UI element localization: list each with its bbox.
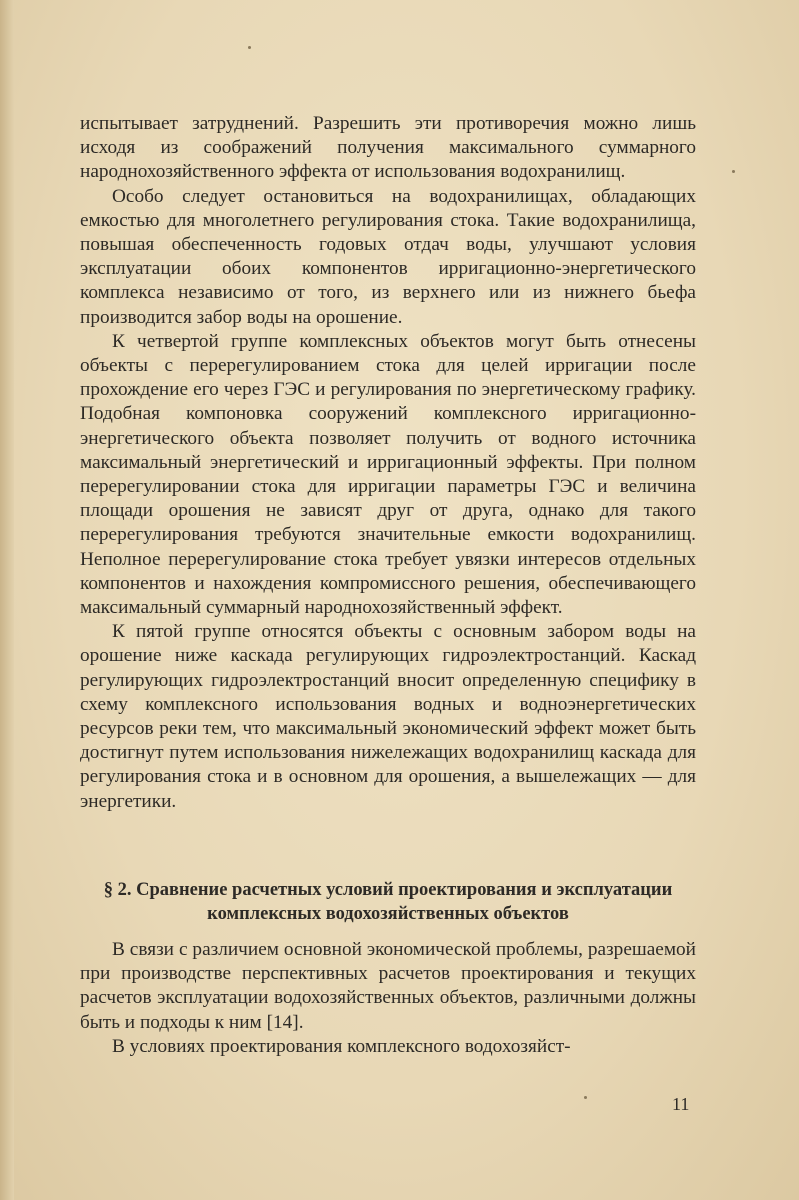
paragraph-5: В связи с различием основной экономической проблемы, разрешаемой при производстве перспективных расчетов проектирования и текущих расчетов эксплуатации водохозяйственных объектов, различными должны быть и подходы к ним [14]. [80, 939, 696, 1033]
body-text-bottom [80, 938, 696, 1059]
section-heading: § 2. Сравнение расчетных условий проектирования и эксплуатации комплексных водохозяйственных объектов [103, 880, 673, 924]
paragraph-6: В условиях проектирования комплексного водохозяйст- [112, 1035, 571, 1057]
paper-speck [732, 170, 735, 173]
paragraph-1: испытывает затруднений. Разрешить эти противоречия можно лишь исходя из соображений получения максимального суммарного народнохозяйственного эффекта от использования водохранилищ. [80, 113, 696, 183]
paragraph-3: К четвертой группе комплексных объектов могут быть отнесены объекты с перерегулированием стока для целей ирригации после прохождение его через ГЭС и регулирования по энергетическому графику. Подобная компоновка сооружений комплексного ирригационно-энергетического объекта позволяет получить от водного источника максимальный энергетический и ирригационный эффекты. При полном перерегулировании стока для ирригации параметры ГЭС и величина площади орошения не зависят друг от друга, однако для такого перерегулирования требуются значительные емкости водохранилищ. Неполное перерегулирование стока требует увязки интересов отдельных компонентов и нахождения компромиссного решения, обеспечивающего максимальный суммарный народнохозяйственный эффект. [80, 330, 696, 619]
paragraph-2: Особо следует остановиться на водохранилищах, обладающих емкостью для многолетнего регулирования стока. Такие водохранилища, повышая обеспеченность годовых отдач воды, улучшают условия эксплуатации обоих компонентов ирригационно-энергетического комплекса независимо от того, из верхнего или из нижнего бьефа производится забор воды на орошение. [80, 185, 696, 328]
paragraph-4: К пятой группе относятся объекты с основным забором воды на орошение ниже каскада регулирующих гидроэлектростанций. Каскад регулирующих гидроэлектростанций вносит определенную специфику в схему комплексного использования водных и водноэнергетических ресурсов реки тем, что максимальный экономический эффект может быть достигнут путем использования нижележащих водохранилищ каскада для регулирования стока и в основном для орошения, а вышележащих — для энергетики. [80, 621, 696, 812]
page-edge [0, 0, 14, 1200]
page-number: 11 [672, 1094, 690, 1114]
paper-speck [584, 1096, 587, 1099]
paper-speck [248, 46, 251, 49]
body-text-top [80, 112, 696, 814]
